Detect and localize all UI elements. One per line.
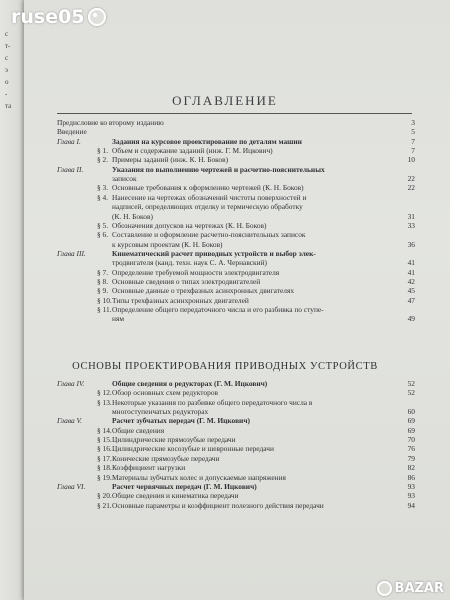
toc-entry-title: Определение общего передаточного числа и его разбивка по ступе- [112, 305, 324, 314]
watermark-logo [11, 6, 106, 28]
section-number: § 7. [97, 267, 109, 277]
toc-entry-title: Указания по выполнению чертежей и расчетно-пояснительных [112, 164, 325, 174]
toc-page-number: 3 [411, 118, 415, 127]
toc-entry-title: Основные сведения о типах электродвигателей [112, 276, 261, 286]
toc-page-number: 69 [407, 425, 415, 435]
toc-entry-title: Объем и содержание заданий (инж. Г. М. Ицкович) [112, 146, 273, 156]
toc-entry-title: Общие сведения о редукторах (Г. М. Ицкович) [112, 379, 268, 388]
toc-entry-title: к курсовым проектам (К. Н. Боков) [112, 239, 223, 249]
page-title: ОГЛАВЛЕНИЕ [172, 93, 278, 108]
toc-entry-title: Расчет червячных передач (Г. М. Ицкович) [112, 481, 257, 491]
toc-page-number: 52 [407, 379, 415, 388]
toc-entry-title: ням [112, 314, 125, 324]
section-heading: ОСНОВЫ ПРОЕКТИРОВАНИЯ ПРИВОДНЫХ УСТРОЙСТВ [72, 361, 378, 372]
toc-entry-title: Материалы зубчатых колес и допускаемые напряжения [112, 472, 286, 482]
toc-entry-title: надписей, определяющих отделку и термическую обработку [112, 202, 303, 212]
site-watermark-text: BAZAR [394, 581, 444, 596]
chapter-label: Глава II. [57, 164, 84, 174]
toc-entry [0, 501, 450, 511]
section-number: § 13. [97, 397, 112, 407]
section-number: § 1. [97, 146, 109, 156]
watermark-circle-icon [88, 8, 106, 26]
toc-page-number: 10 [407, 155, 415, 165]
section-number: § 20. [97, 491, 112, 501]
title-rule [57, 113, 412, 114]
site-watermark-icon [377, 581, 392, 596]
toc-entry-title: тродвигателя (канд. техн. наук С. А. Чернавский) [112, 258, 268, 268]
toc-entry-title: Обозначения допусков на чертежах (К. Н. Боков) [112, 220, 267, 230]
toc-page-number: 82 [407, 463, 415, 473]
toc-page-number: 33 [407, 220, 415, 230]
section-number: § 10. [97, 295, 112, 305]
toc-entry-title: Основные данные о трехфазных асинхронных двигателях [112, 286, 295, 296]
toc-entry-title: многоступенчатых редукторах [112, 407, 209, 417]
toc-entry-title: Основные требования к оформлению чертежей (К. Н. Боков) [112, 183, 304, 193]
toc-entry-title: Некоторые указания по разбивке общего передаточного числа в [112, 397, 313, 407]
toc-entry-title: Цилиндрические прямозубые передачи [112, 435, 236, 445]
toc-page-number: 93 [407, 491, 415, 501]
toc-entry-title: Расчет зубчатых передач (Г. М. Ицкович) [112, 416, 250, 426]
section-number: § 3. [97, 183, 109, 193]
chapter-label: Глава IV. [57, 379, 85, 388]
toc-page-number: 22 [407, 183, 415, 193]
toc-page-number: 94 [407, 500, 415, 510]
site-watermark [377, 581, 444, 596]
left-page-fragment: т- [5, 42, 11, 50]
section-number: § 15. [97, 435, 112, 445]
toc-page-number: 93 [407, 481, 415, 491]
toc-page-number: 7 [411, 136, 415, 146]
section-number: § 19. [97, 472, 112, 482]
toc-entry-title: Цилиндрические косозубые и шевронные передачи [112, 444, 274, 454]
toc-page-number: 5 [411, 127, 415, 137]
left-page-fragment: с [5, 30, 9, 38]
toc-entry-title: Основные параметры и коэффициент полезного действия передачи [112, 500, 324, 510]
toc-page-number: 22 [407, 174, 415, 184]
toc-page-number: 76 [407, 444, 415, 454]
left-page-fragment: с [5, 54, 9, 62]
toc-page-number: 41 [407, 258, 415, 268]
section-number: § 5. [97, 220, 109, 230]
chapter-label: Глава I. [57, 136, 81, 146]
toc-entry-title: Конические прямозубые передачи [112, 453, 220, 463]
toc-page-number: 60 [407, 407, 415, 417]
section-number: § 18. [97, 463, 112, 473]
left-page-fragment: э [5, 66, 9, 74]
toc-page-number: 36 [407, 239, 415, 249]
section-number: § 14. [97, 425, 112, 435]
toc-entry-title: записок [112, 174, 137, 184]
chapter-label: Глава III. [57, 248, 86, 258]
toc-entry-title: (К. Н. Боков) [112, 211, 153, 221]
toc-entry-title: Общие сведения и кинематика передачи [112, 491, 239, 501]
toc-page-number: 31 [407, 211, 415, 221]
section-number: § 9. [97, 286, 109, 296]
left-page-fragment: - [5, 90, 8, 98]
toc-entry-title: Задания на курсовое проектирование по деталям машин [112, 136, 302, 146]
chapter-label: Глава VI. [57, 481, 86, 491]
toc-page-number: 7 [411, 146, 415, 156]
section-number: § 21. [97, 500, 112, 510]
toc-page-number: 45 [407, 286, 415, 296]
toc-entry-title: Введение [57, 127, 87, 137]
toc-page-number: 42 [407, 276, 415, 286]
section-number: § 6. [97, 230, 109, 240]
section-number: § 16. [97, 444, 112, 454]
toc-page-number: 79 [407, 453, 415, 463]
toc-page-number: 41 [407, 267, 415, 277]
toc-page-number: 69 [407, 416, 415, 426]
watermark-text: ruse05 [11, 6, 85, 28]
section-number: § 17. [97, 453, 112, 463]
toc-entry-title: Нанесение на чертежах обозначений чистоты поверхностей и [112, 192, 307, 202]
chapter-label: Глава V. [57, 416, 82, 426]
left-page-fragment: о [5, 78, 9, 86]
toc-page-number: 49 [407, 314, 415, 324]
toc-page-number: 70 [407, 435, 415, 445]
section-number: § 4. [97, 192, 109, 202]
toc-page-number: 47 [407, 295, 415, 305]
toc-entry-title: Примеры заданий (инж. К. Н. Боков) [112, 155, 229, 165]
toc-entry-title: Предисловие ко второму изданию [57, 118, 164, 127]
section-number: § 12. [97, 388, 112, 398]
toc-page-number: 86 [407, 472, 415, 482]
toc-entry-title: Коэффициент нагрузки [112, 463, 186, 473]
toc-entry [0, 314, 450, 324]
section-number: § 8. [97, 276, 109, 286]
toc-entry-title: Кинематический расчет приводных устройств и выбор элек- [112, 248, 316, 258]
section-number: § 2. [97, 155, 109, 165]
toc-entry-title: Составление и оформление расчетно-пояснительных записок [112, 230, 306, 240]
section-number: § 11. [97, 305, 112, 314]
toc-entry-title: Общие сведения [112, 425, 165, 435]
toc-entry-title: Определение требуемой мощности электродвигателя [112, 267, 280, 277]
toc-page-number: 52 [407, 388, 415, 398]
toc-entry-title: Типы трехфазных асинхронных двигателей [112, 295, 249, 305]
toc-entry-title: Обзор основных схем редукторов [112, 388, 219, 398]
left-page-fragment: та [5, 102, 12, 110]
